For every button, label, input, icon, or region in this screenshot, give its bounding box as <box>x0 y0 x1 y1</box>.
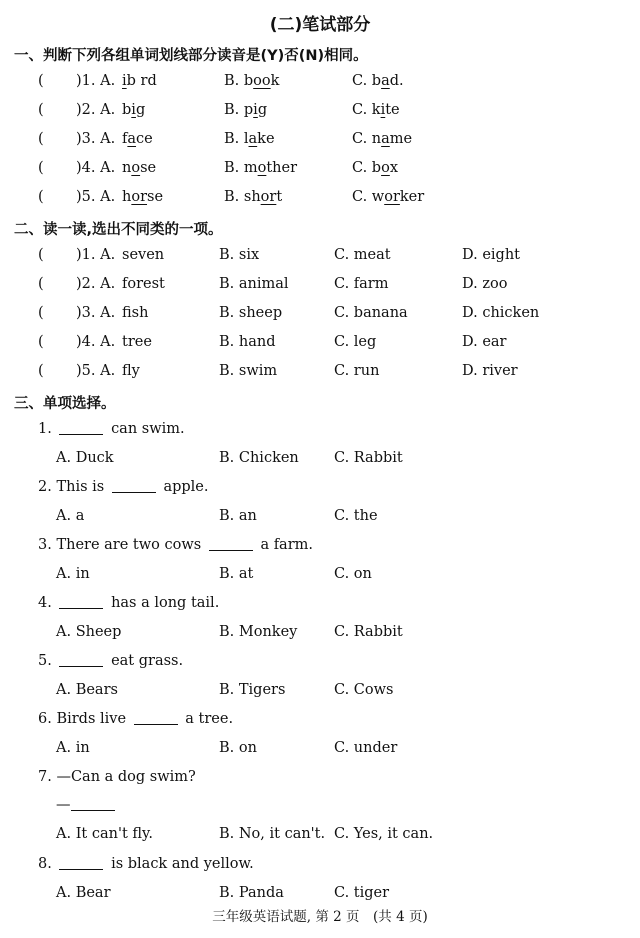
word-suffix: x <box>389 160 399 176</box>
option-c <box>352 102 400 118</box>
stem-pre: —Can a dog swim? <box>56 769 196 785</box>
word-prefix: l <box>243 131 249 147</box>
option-c[interactable]: C. tiger <box>334 885 390 901</box>
option-c <box>352 160 398 176</box>
options-row <box>0 682 640 702</box>
question-row <box>0 160 640 180</box>
word-prefix: b <box>122 102 132 118</box>
options-row <box>0 826 640 846</box>
option-b: B. six <box>219 247 260 263</box>
question-row <box>0 247 640 267</box>
option-b[interactable]: B. Panda <box>219 885 284 901</box>
question-text <box>38 421 185 437</box>
stem-post: has a long tail. <box>111 595 220 611</box>
answer-paren[interactable]: ( <box>38 189 44 205</box>
question-row <box>0 276 640 296</box>
question-number: )1. A. <box>76 247 116 263</box>
option-c <box>352 73 404 89</box>
underlined-letters: o <box>381 160 390 176</box>
answer-text <box>56 797 118 813</box>
options-row <box>0 624 640 644</box>
option-a <box>122 131 153 147</box>
answer-blank[interactable] <box>59 434 103 435</box>
question-row <box>0 73 640 93</box>
stem-post: a farm. <box>260 537 313 553</box>
options-row <box>0 508 640 528</box>
question-number: 1. <box>38 421 52 437</box>
underlined-letters: i <box>131 102 136 118</box>
answer-blank[interactable] <box>209 550 253 551</box>
option-b <box>224 160 297 176</box>
question-stem <box>0 856 640 876</box>
question-row <box>0 189 640 209</box>
question-number: 8. <box>38 856 52 872</box>
question-number: )4. A. <box>76 160 116 176</box>
answer-paren[interactable]: ( <box>38 160 44 176</box>
word-suffix: ce <box>136 131 153 147</box>
question-stem <box>0 653 640 673</box>
option-b <box>224 102 267 118</box>
word-suffix: d. <box>389 73 404 89</box>
word-prefix: b <box>371 160 382 176</box>
section-3-heading: 三、单项选择。 <box>14 396 116 412</box>
option-b[interactable]: B. Monkey <box>219 624 298 640</box>
option-a: forest <box>122 276 165 292</box>
word-suffix: k <box>270 73 280 89</box>
answer-paren[interactable]: ( <box>38 305 44 321</box>
question-row <box>0 334 640 354</box>
option-d: D. eight <box>462 247 520 263</box>
answer-line <box>0 797 640 817</box>
question-stem <box>0 421 640 441</box>
question-row <box>0 363 640 383</box>
word-prefix: b <box>371 73 382 89</box>
option-a[interactable]: A. Bear <box>56 885 111 901</box>
word-prefix: sh <box>243 189 261 205</box>
option-c: C. farm <box>334 276 389 292</box>
underlined-letters: i <box>380 102 386 118</box>
option-a <box>122 73 157 89</box>
option-a: seven <box>122 247 165 263</box>
answer-paren[interactable]: ( <box>38 73 44 89</box>
answer-blank[interactable] <box>112 492 156 493</box>
option-c[interactable]: C. Rabbit <box>334 450 403 466</box>
word-prefix: p <box>243 102 254 118</box>
answer-blank[interactable] <box>71 810 115 811</box>
options-row <box>0 450 640 470</box>
option-label: B. <box>224 73 240 89</box>
option-b[interactable]: B. an <box>219 508 257 524</box>
underlined-letters: o <box>257 160 267 176</box>
question-number: 5. <box>38 653 52 669</box>
underlined-letters: a <box>127 131 137 147</box>
option-c[interactable]: C. on <box>334 566 372 582</box>
options-row <box>0 740 640 760</box>
question-number: )5. A. <box>76 189 116 205</box>
word-suffix: ther <box>266 160 298 176</box>
question-text <box>38 595 219 611</box>
option-c[interactable]: C. Rabbit <box>334 624 403 640</box>
page-title: (二)笔试部分 <box>269 15 371 35</box>
option-label: B. <box>224 189 240 205</box>
word-prefix: n <box>371 131 382 147</box>
underlined-letters: i <box>253 102 258 118</box>
word-suffix: ke <box>257 131 275 147</box>
option-b[interactable]: B. No, it can't. <box>219 826 326 842</box>
question-number: )5. A. <box>76 363 116 379</box>
question-number: )3. A. <box>76 305 116 321</box>
option-b <box>224 189 282 205</box>
word-prefix: n <box>122 160 132 176</box>
option-c: C. meat <box>334 247 391 263</box>
answer-blank[interactable] <box>59 666 103 667</box>
underlined-letters: a <box>248 131 258 147</box>
word-prefix: b <box>243 73 254 89</box>
question-number: 7. <box>38 769 52 785</box>
stem-post: is black and yellow. <box>111 856 254 872</box>
option-b: B. animal <box>219 276 289 292</box>
option-label: C. <box>352 131 368 147</box>
option-a[interactable]: A. Bears <box>56 682 118 698</box>
option-a[interactable]: A. in <box>56 566 90 582</box>
option-a[interactable]: A. in <box>56 740 90 756</box>
section-1-heading: 一、判断下列各组单词划线部分读音是(Y)否(N)相同。 <box>14 48 368 64</box>
option-label: C. <box>352 73 368 89</box>
section-2-heading: 二、读一读,选出不同类的一项。 <box>14 222 223 238</box>
word-suffix: g <box>257 102 268 118</box>
option-label: B. <box>224 102 240 118</box>
stem-post: a tree. <box>185 711 234 727</box>
question-text <box>38 856 254 872</box>
answer-blank[interactable] <box>59 608 103 609</box>
option-d: D. river <box>462 363 518 379</box>
answer-paren[interactable]: ( <box>38 334 44 350</box>
question-row <box>0 305 640 325</box>
question-number: 2. <box>38 479 52 495</box>
option-label: C. <box>352 160 368 176</box>
question-number: )2. A. <box>76 276 116 292</box>
answer-dash: — <box>56 797 71 813</box>
question-stem <box>0 537 640 557</box>
option-a <box>122 189 163 205</box>
question-number: )4. A. <box>76 334 116 350</box>
answer-blank[interactable] <box>59 869 103 870</box>
question-text <box>38 653 183 669</box>
option-a[interactable]: A. It can't fly. <box>56 826 153 842</box>
option-c <box>352 189 424 205</box>
question-number: 3. <box>38 537 52 553</box>
question-number: )2. A. <box>76 102 116 118</box>
underlined-letters: o <box>131 160 141 176</box>
option-a[interactable]: A. Sheep <box>56 624 122 640</box>
option-b[interactable]: B. Chicken <box>219 450 299 466</box>
stem-pre: There are two cows <box>56 537 202 553</box>
word-suffix: t <box>276 189 283 205</box>
question-row <box>0 102 640 122</box>
underlined-letters: or <box>384 189 400 205</box>
question-stem <box>0 711 640 731</box>
underlined-letters: a <box>381 131 390 147</box>
option-d: D. zoo <box>462 276 508 292</box>
question-text <box>38 769 196 785</box>
question-number: 6. <box>38 711 52 727</box>
option-label: B. <box>224 160 240 176</box>
underlined-letters: a <box>381 73 390 89</box>
answer-blank[interactable] <box>134 724 178 725</box>
option-a[interactable]: A. a <box>56 508 85 524</box>
option-c[interactable]: C. Yes, it can. <box>334 826 434 842</box>
option-d: D. chicken <box>462 305 540 321</box>
option-b[interactable]: B. at <box>219 566 254 582</box>
option-b[interactable]: B. on <box>219 740 257 756</box>
option-c[interactable]: C. Cows <box>334 682 394 698</box>
question-text <box>38 479 209 495</box>
question-number: 4. <box>38 595 52 611</box>
stem-post: can swim. <box>111 421 185 437</box>
stem-post: apple. <box>163 479 209 495</box>
word-prefix: f <box>122 131 128 147</box>
options-row <box>0 885 640 905</box>
answer-paren[interactable]: ( <box>38 247 44 263</box>
word-suffix: se <box>147 189 164 205</box>
options-row <box>0 566 640 586</box>
word-suffix: b rd <box>126 73 157 89</box>
word-suffix: me <box>389 131 413 147</box>
question-stem <box>0 769 640 789</box>
option-d: D. ear <box>462 334 507 350</box>
word-prefix: h <box>122 189 132 205</box>
question-text <box>38 537 313 553</box>
stem-pre: Birds live <box>56 711 127 727</box>
option-label: C. <box>352 102 368 118</box>
question-number: )3. A. <box>76 131 116 147</box>
option-label: C. <box>352 189 368 205</box>
option-b: B. sheep <box>219 305 283 321</box>
option-label: B. <box>224 131 240 147</box>
option-b <box>224 73 279 89</box>
option-b <box>224 131 275 147</box>
option-c[interactable]: C. under <box>334 740 398 756</box>
option-b: B. hand <box>219 334 276 350</box>
option-a[interactable]: A. Duck <box>56 450 114 466</box>
word-prefix: m <box>243 160 258 176</box>
answer-paren[interactable]: ( <box>38 131 44 147</box>
word-suffix: te <box>385 102 400 118</box>
word-suffix: se <box>140 160 157 176</box>
option-b: B. swim <box>219 363 278 379</box>
question-stem <box>0 595 640 615</box>
answer-paren[interactable]: ( <box>38 276 44 292</box>
question-row <box>0 131 640 151</box>
option-b[interactable]: B. Tigers <box>219 682 286 698</box>
underlined-letters: i <box>122 73 127 89</box>
option-a <box>122 102 145 118</box>
word-prefix: k <box>371 102 381 118</box>
word-prefix: w <box>371 189 385 205</box>
option-a: fly <box>122 363 140 379</box>
question-number: )1. A. <box>76 73 116 89</box>
page-footer: 三年级英语试题, 第 2 页 (共 4 页) <box>212 909 428 925</box>
stem-post: eat grass. <box>111 653 184 669</box>
option-a: fish <box>122 305 149 321</box>
option-a <box>122 160 156 176</box>
option-c <box>352 131 412 147</box>
option-c[interactable]: C. the <box>334 508 378 524</box>
word-suffix: ker <box>399 189 425 205</box>
underlined-letters: or <box>260 189 277 205</box>
option-c: C. leg <box>334 334 377 350</box>
underlined-letters: oo <box>253 73 271 89</box>
question-stem <box>0 479 640 499</box>
stem-pre: This is <box>56 479 105 495</box>
option-c: C. run <box>334 363 380 379</box>
answer-paren[interactable]: ( <box>38 102 44 118</box>
option-c: C. banana <box>334 305 408 321</box>
word-suffix: g <box>135 102 146 118</box>
option-a: tree <box>122 334 152 350</box>
underlined-letters: or <box>131 189 148 205</box>
answer-paren[interactable]: ( <box>38 363 44 379</box>
question-text <box>38 711 233 727</box>
